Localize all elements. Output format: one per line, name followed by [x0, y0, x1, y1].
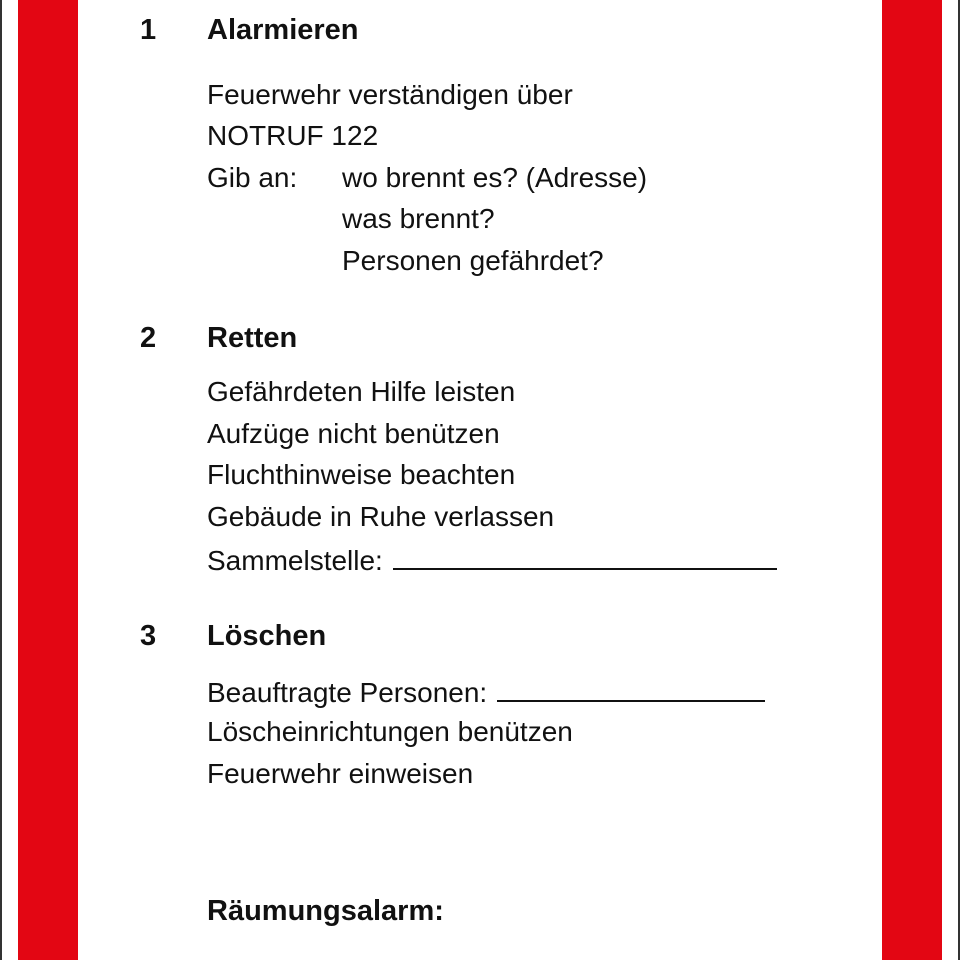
- question-line: was brennt?: [342, 203, 495, 234]
- assigned-persons-blank[interactable]: [497, 674, 765, 702]
- instruction-line: Feuerwehr einweisen: [207, 758, 474, 789]
- section-heading: Retten: [207, 322, 298, 354]
- instruction-line: Gebäude in Ruhe verlassen: [207, 501, 555, 532]
- evacuation-alarm-label: Räumungsalarm:: [207, 895, 444, 927]
- right-red-border: [882, 0, 942, 960]
- assembly-point-row: [207, 542, 777, 578]
- assigned-persons-label: Beauftragte Personen:: [207, 677, 488, 708]
- instruction-line: Fluchthinweise beachten: [207, 459, 516, 490]
- left-edge-line: [0, 0, 2, 960]
- assigned-persons-row: [207, 674, 765, 710]
- emergency-number: NOTRUF 122: [207, 120, 379, 151]
- assembly-point-label: Sammelstelle:: [207, 545, 383, 576]
- section-number: 1: [140, 14, 157, 46]
- section-number: 3: [140, 620, 157, 652]
- instruction-line: Löscheinrichtungen benützen: [207, 716, 573, 747]
- instruction-line: Gefährdeten Hilfe leisten: [207, 376, 516, 407]
- question-line: wo brennt es? (Adresse): [342, 162, 648, 193]
- assembly-point-blank[interactable]: [393, 542, 777, 570]
- section-number: 2: [140, 322, 157, 354]
- section-heading: Alarmieren: [207, 14, 359, 46]
- question-line: Personen gefährdet?: [342, 245, 604, 276]
- give-label: Gib an:: [207, 162, 298, 193]
- instruction-line: Feuerwehr verständigen über: [207, 79, 573, 110]
- instruction-line: Aufzüge nicht benützen: [207, 418, 500, 449]
- section-heading: Löschen: [207, 620, 327, 652]
- left-red-border: [18, 0, 78, 960]
